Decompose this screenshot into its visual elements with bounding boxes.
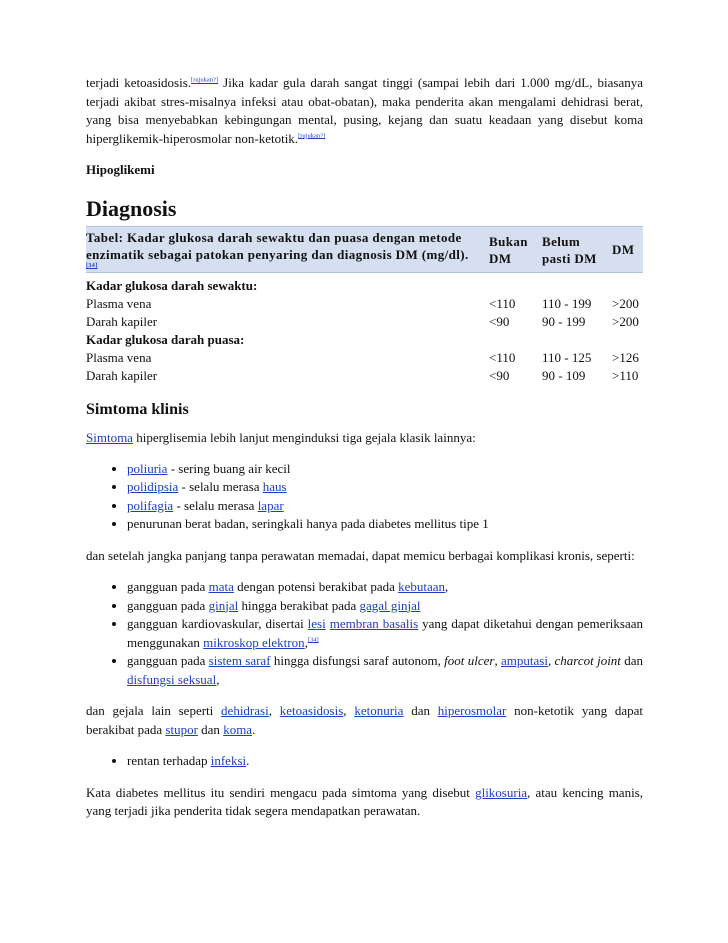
komplikasi-paragraph: dan setelah jangka panjang tanpa perawatan memadai, dapat memicu berbagai komplikasi kronis, seperti: <box>86 547 635 563</box>
link-polidipsia[interactable]: polidipsia <box>127 479 179 494</box>
col-header-belum-pasti-dm: Belum pasti DM <box>542 233 597 266</box>
citation-link[interactable]: [34] <box>307 636 319 644</box>
link-kebutaan[interactable]: kebutaan <box>398 579 446 594</box>
link-poliuria[interactable]: poliuria <box>127 460 168 476</box>
link-amputasi[interactable]: amputasi <box>501 653 548 668</box>
list-item: • poliuria - sering buang air kecil <box>127 460 643 479</box>
diagnosis-table <box>86 226 643 385</box>
intro-paragraph: terjadi ketoasidosis.[rujukan?] Jika kadar gula darah sangat tinggi (sampai lebih dari 1.000 mg/dL, biasanya terjadi akibat stres-misalnya infeksi atau obat-obatan), maka penderita akan mengalami dehidrasi berat, yang bisa menyebabkan kebingungan mental, pusing, kejang dan suatu keadaan yang disebut koma hiperglikemik-hiperosmolar non-ketotik.[rujukan?] <box>86 75 643 146</box>
list-item: • gangguan pada sistem saraf hingga disfungsi saraf autonom, foot ulcer, amputasi, charcot joint dan disfungsi seksual, <box>127 652 643 689</box>
table-row: Plasma vena <110 110 - 199 >200 <box>86 296 639 311</box>
table-row: Darah kapiler <90 90 - 199 >200 <box>86 314 639 329</box>
table-header-row <box>86 226 643 273</box>
heading-hipoglikemi: Hipoglikemi <box>86 162 155 177</box>
link-infeksi[interactable]: infeksi <box>210 753 247 768</box>
link-polifagia[interactable]: polifagia <box>127 497 174 513</box>
list-item: • gangguan pada ginjal hingga berakibat pada gagal ginjal <box>127 597 643 616</box>
col-header-bukan-dm: Bukan DM <box>489 233 528 266</box>
heading-diagnosis: Diagnosis <box>86 196 177 221</box>
link-ginjal[interactable]: ginjal <box>208 597 239 613</box>
link-koma[interactable]: koma <box>223 721 253 737</box>
table-caption: Tabel: Kadar glukosa darah sewaktu dan puasa dengan metode enzimatik sebagai patokan penyaring dan diagnosis DM (mg/dl). [34] <box>86 230 469 269</box>
list-item: • gangguan pada mata dengan potensi berakibat pada kebutaan, <box>127 578 643 597</box>
heading-simtoma-klinis: Simtoma klinis <box>86 401 189 418</box>
infection-list <box>86 752 643 771</box>
link-lapar[interactable]: lapar <box>257 497 284 513</box>
link-mikroskop-elektron[interactable]: mikroskop elektron <box>203 634 305 650</box>
link-stupor[interactable]: stupor <box>165 721 198 737</box>
table-group-title: Kadar glukosa darah puasa: <box>86 332 245 347</box>
link-membran-basalis[interactable]: membran basalis <box>329 616 419 631</box>
table-row: Darah kapiler <90 90 - 109 >110 <box>86 368 639 383</box>
link-sistem-saraf[interactable]: sistem saraf <box>208 653 271 668</box>
list-item: • polifagia - selalu merasa lapar <box>127 497 643 516</box>
link-ketoasidosis[interactable]: ketoasidosis <box>279 703 344 718</box>
link-dehidrasi[interactable]: dehidrasi <box>221 703 269 718</box>
closing-paragraph: Kata diabetes mellitus itu sendiri mengacu pada simtoma yang disebut glikosuria, atau kencing manis, yang terjadi jika penderita tidak segera mendapatkan perawatan. <box>86 784 644 818</box>
symptom-list <box>86 460 643 534</box>
table-group-title: Kadar glukosa darah sewaktu: <box>86 278 258 293</box>
complication-list <box>86 578 643 689</box>
simtoma-paragraph: Simtoma hiperglisemia lebih lanjut menginduksi tiga gejala klasik lainnya: <box>86 430 476 445</box>
list-item: • polidipsia - selalu merasa haus <box>127 478 643 497</box>
citation-needed-link[interactable]: [rujukan?] <box>191 76 219 84</box>
list-item: • rentan terhadap infeksi. <box>127 752 643 771</box>
link-haus[interactable]: haus <box>262 479 287 494</box>
link-ketonuria[interactable]: ketonuria <box>354 703 404 718</box>
link-lesi[interactable]: lesi <box>307 616 326 631</box>
list-item: • penurunan berat badan, seringkali hanya pada diabetes mellitus tipe 1 <box>127 515 643 534</box>
link-glikosuria[interactable]: glikosuria <box>475 784 528 800</box>
col-header-dm: DM <box>612 242 635 257</box>
citation-needed-link[interactable]: [rujukan?] <box>298 132 326 140</box>
table-caption-ref-link[interactable]: [34] <box>86 263 98 269</box>
gejala-paragraph: dan gejala lain seperti dehidrasi, ketoasidosis, ketonuria dan hiperosmolar non-ketotik yang dapat berakibat pada stupor dan koma. <box>86 703 644 737</box>
link-disfungsi-seksual[interactable]: disfungsi seksual <box>127 671 217 687</box>
link-hiperosmolar[interactable]: hiperosmolar <box>437 703 507 718</box>
link-mata[interactable]: mata <box>208 579 234 594</box>
table-body <box>86 277 643 385</box>
table-row: Plasma vena <110 110 - 125 >126 <box>86 350 639 365</box>
list-item: • gangguan kardiovaskular, disertai lesi membran basalis yang dapat diketahui dengan pemeriksaan menggunakan mikroskop elektron,[34] <box>127 615 643 652</box>
article-body <box>86 74 643 821</box>
link-gagal-ginjal[interactable]: gagal ginjal <box>359 597 421 613</box>
link-simtoma[interactable]: Simtoma <box>86 430 133 445</box>
